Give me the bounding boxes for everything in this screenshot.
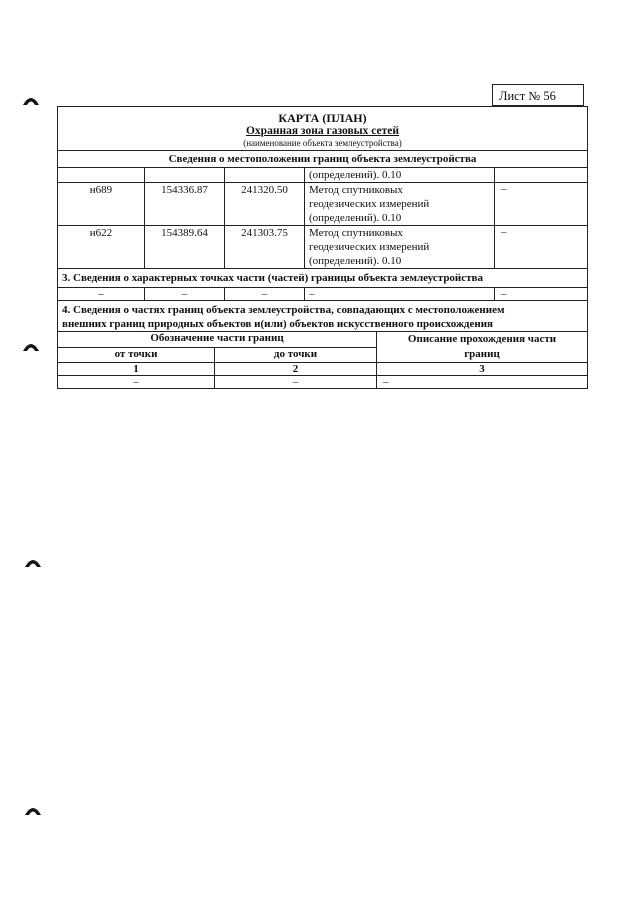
col-number-2: 2 [215,363,377,376]
point-cell: н622 [58,226,145,269]
x-cell: 154389.64 [145,226,225,269]
col-number-1: 1 [58,363,215,376]
desc-cell: – [495,183,588,226]
table-row [58,168,588,183]
y-cell [225,168,305,183]
table-row [58,183,588,226]
punch-hole-mark [22,94,40,106]
sheet-number-box [492,84,584,106]
object-name: Охранная зона газовых сетей [245,125,400,137]
section3-title: 3. Сведения о характерных точках части (частей) границы объекта землеустройства [58,269,588,288]
point-cell [58,168,145,183]
y-cell: 241320.50 [225,183,305,226]
y-cell: 241303.75 [225,226,305,269]
page-title: КАРТА (ПЛАН) [278,111,367,125]
punch-hole-mark [24,556,42,568]
section3-cell: – [225,288,305,301]
col-group-header: Обозначение части границ [58,332,377,348]
col-desc-header-line1: Описание прохождения части [407,333,557,345]
section4-title-line2: внешних границ природных объектов и(или) объектов искусственного происхождения [62,318,494,330]
section3-cell: – [495,288,588,301]
table-row [58,376,588,389]
section3-cell: – [58,288,145,301]
x-cell: 154336.87 [145,183,225,226]
x-cell [145,168,225,183]
table-row [58,226,588,269]
document-table [57,106,587,389]
section4-cell: – [377,376,588,389]
method-cell: (определений). 0.10 [305,168,495,183]
punch-hole-mark [22,340,40,352]
sheet-number: 56 [543,89,556,103]
sheet-label: Лист № [499,89,541,103]
section-location-title: Сведения о местоположении границ объекта землеустройства [58,151,588,168]
punch-hole-mark [24,804,42,816]
method-cell: Метод спутниковых геодезических измерений (определений). 0.10 [305,183,495,226]
desc-cell [495,168,588,183]
col-desc-header-line2: границ [464,348,500,360]
point-cell: н689 [58,183,145,226]
col-number-3: 3 [377,363,588,376]
section3-cell: – [145,288,225,301]
section4-cell: – [215,376,377,389]
section4-title-line1: 4. Сведения о частях границ объекта землеустройства, совпадающих с местоположением [62,304,505,316]
desc-cell: – [495,226,588,269]
method-cell: Метод спутниковых геодезических измерений (определений). 0.10 [305,226,495,269]
table-row [58,288,588,301]
col-to-header: до точки [215,347,377,363]
section3-cell: – [305,288,495,301]
section4-cell: – [58,376,215,389]
object-name-note: (наименование объекта землеустройства) [243,138,402,148]
col-from-header: от точки [58,347,215,363]
